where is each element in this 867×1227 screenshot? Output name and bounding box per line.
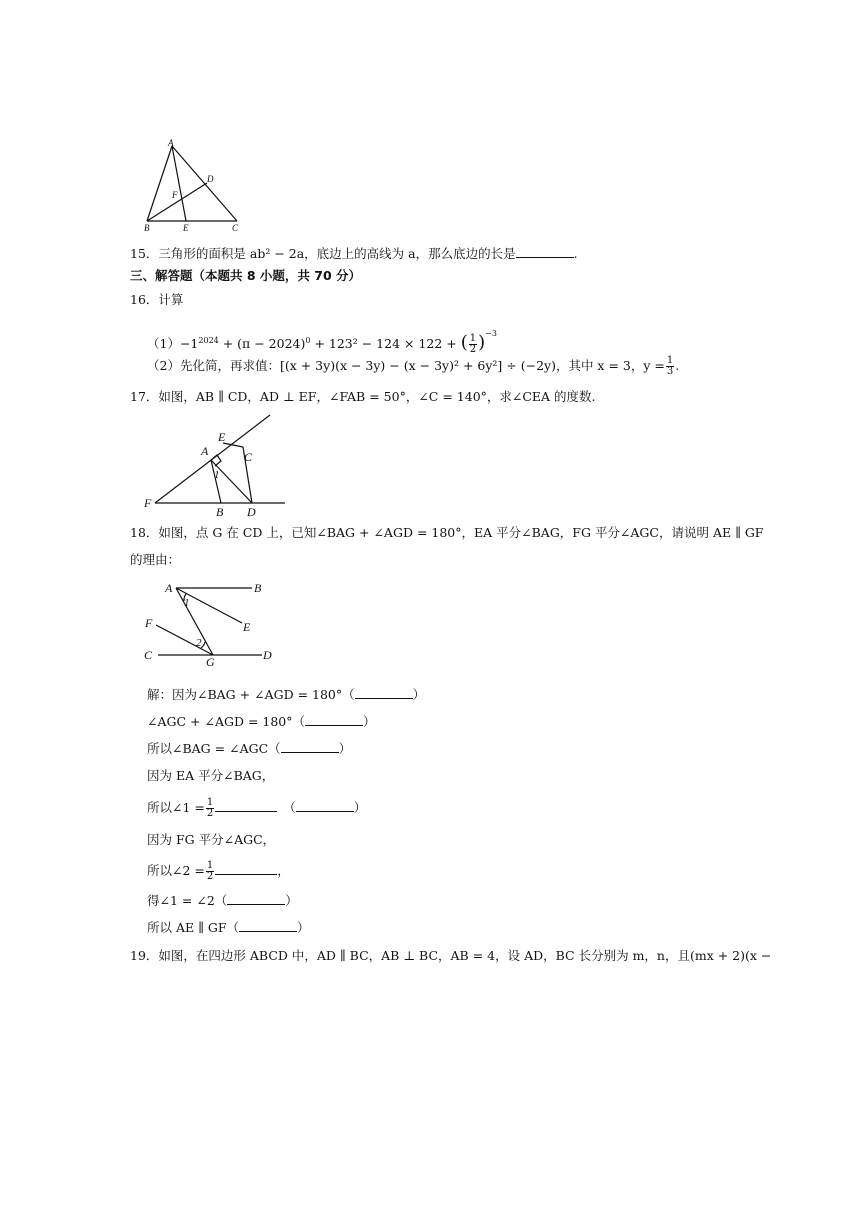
fraction-one-half: $\frac{1}{2}$ xyxy=(469,333,477,355)
solution-line-7 xyxy=(147,858,290,884)
label-E: E xyxy=(218,430,226,444)
paren-close: ） xyxy=(363,714,376,729)
answer-blank[interactable] xyxy=(296,800,354,812)
label-angle-1: 1 xyxy=(214,469,220,481)
label-B: B xyxy=(254,581,262,595)
label-D: D xyxy=(263,648,272,662)
question-18-line-2: 的理由： xyxy=(130,552,181,567)
q16-p1-mid: + (π − 2024) xyxy=(218,336,306,351)
q16-p1-prefix: （1）−1 xyxy=(147,336,199,351)
q16-p1-rest: + 123² − 124 × 122 + xyxy=(310,336,461,351)
question-16-title: 16．计算 xyxy=(130,292,184,307)
solution-text: 所以∠2 = xyxy=(147,863,205,878)
answer-blank[interactable] xyxy=(239,920,297,932)
label-E: E xyxy=(243,620,251,634)
label-F: F xyxy=(144,496,152,510)
paren-close: ） xyxy=(338,741,352,756)
answer-blank[interactable] xyxy=(305,714,363,726)
label-angle-2: 2 xyxy=(196,637,202,649)
question-15-tail: . xyxy=(573,246,578,261)
comma: ， xyxy=(277,863,290,878)
question-16-part-1: $(1)-1^{2024} + (\pi - 2024)^0 + 123^2 - 124 \times 122$ + ( $\frac{1}{2}$ )$^{-3}$ xyxy=(147,329,497,355)
question-15-text: 15．三角形的面积是 ab² − 2a，底边上的高线为 a，那么底边的长是 xyxy=(130,246,516,261)
label-angle-1: 1 xyxy=(184,597,190,609)
answer-blank[interactable] xyxy=(215,863,277,875)
label-D: D xyxy=(207,174,214,184)
label-C: C xyxy=(144,648,153,662)
solution-text: ∠AGC + ∠AGD = 180°（ xyxy=(147,714,306,729)
solution-line-3 xyxy=(147,741,351,757)
solution-text: 所以∠BAG = ∠AGC（ xyxy=(147,741,281,756)
fraction-one-half: $\frac{1}{2}$ xyxy=(206,860,214,882)
answer-blank[interactable] xyxy=(355,687,413,699)
label-G: G xyxy=(206,655,215,669)
label-A: A xyxy=(201,444,209,458)
question-18-line-1: 18．如图，点 G 在 CD 上，已知∠BAG + ∠AGD = 180°，EA 平分∠BAG，FG 平分∠AGC，请说明 AE ∥ GF xyxy=(130,525,764,540)
label-C: C xyxy=(232,223,239,233)
solution-line-1 xyxy=(147,687,425,703)
q16-p1-exp: 2024 xyxy=(198,336,219,345)
question-19: 19．如图，在四边形 ABCD 中，AD ∥ BC，AB ⊥ BC，AB = 4，设 AD，BC 长分别为 m，n，且(mx + 2)(x − xyxy=(130,948,772,963)
solution-text: 所以 AE ∥ GF（ xyxy=(147,920,240,935)
solution-text: 解：因为∠BAG + ∠AGD = 180°（ xyxy=(147,687,355,702)
label-A: A xyxy=(168,138,174,148)
paren-close: ） xyxy=(412,687,426,702)
answer-blank[interactable] xyxy=(215,800,277,812)
q16-p1-zero: 0 xyxy=(305,336,311,345)
solution-text: 得∠1 = ∠2（ xyxy=(147,893,228,908)
q16-p2-text: （2）先化简，再求值：[(x + 3y)(x − 3y) − (x − 3y)² + 6y²] ÷ (−2y)，其中 x = 3，y = xyxy=(147,358,665,373)
label-F: F xyxy=(145,616,153,630)
paren-close: ） xyxy=(297,920,310,935)
solution-line-8 xyxy=(147,893,298,909)
answer-blank[interactable] xyxy=(227,893,285,905)
label-C: C xyxy=(244,450,253,464)
label-D: D xyxy=(247,505,256,519)
label-A: A xyxy=(165,581,173,595)
question-17: 17．如图，AB ∥ CD，AD ⊥ EF，∠FAB = 50°，∠C = 140°，求∠CEA 的度数. xyxy=(130,389,596,404)
paren-close: ） xyxy=(353,800,367,815)
label-B: B xyxy=(144,223,150,233)
solution-text: 所以∠1 = xyxy=(147,800,205,815)
label-B: B xyxy=(216,505,224,519)
section-title: 三、解答题（本题共 8 小题，共 70 分） xyxy=(130,268,362,283)
fraction-one-half: $\frac{1}{2}$ xyxy=(206,797,214,819)
solution-line-4: 因为 EA 平分∠BAG， xyxy=(147,768,275,783)
solution-line-5: 所以∠1 = $\frac{1}{2}$ （ ） xyxy=(147,797,367,819)
solution-line-6: 因为 FG 平分∠AGC， xyxy=(147,832,276,847)
paren-close: ） xyxy=(285,893,298,908)
label-F: F xyxy=(172,190,178,200)
solution-line-2 xyxy=(147,714,376,730)
q16-p2-tail: . xyxy=(675,358,680,373)
solution-line-9 xyxy=(147,920,310,936)
q16-p1-power: −3 xyxy=(485,329,497,338)
label-E: E xyxy=(183,223,189,233)
fraction-one-third: $\frac{1}{3}$ xyxy=(666,355,674,377)
answer-blank[interactable] xyxy=(281,741,339,753)
